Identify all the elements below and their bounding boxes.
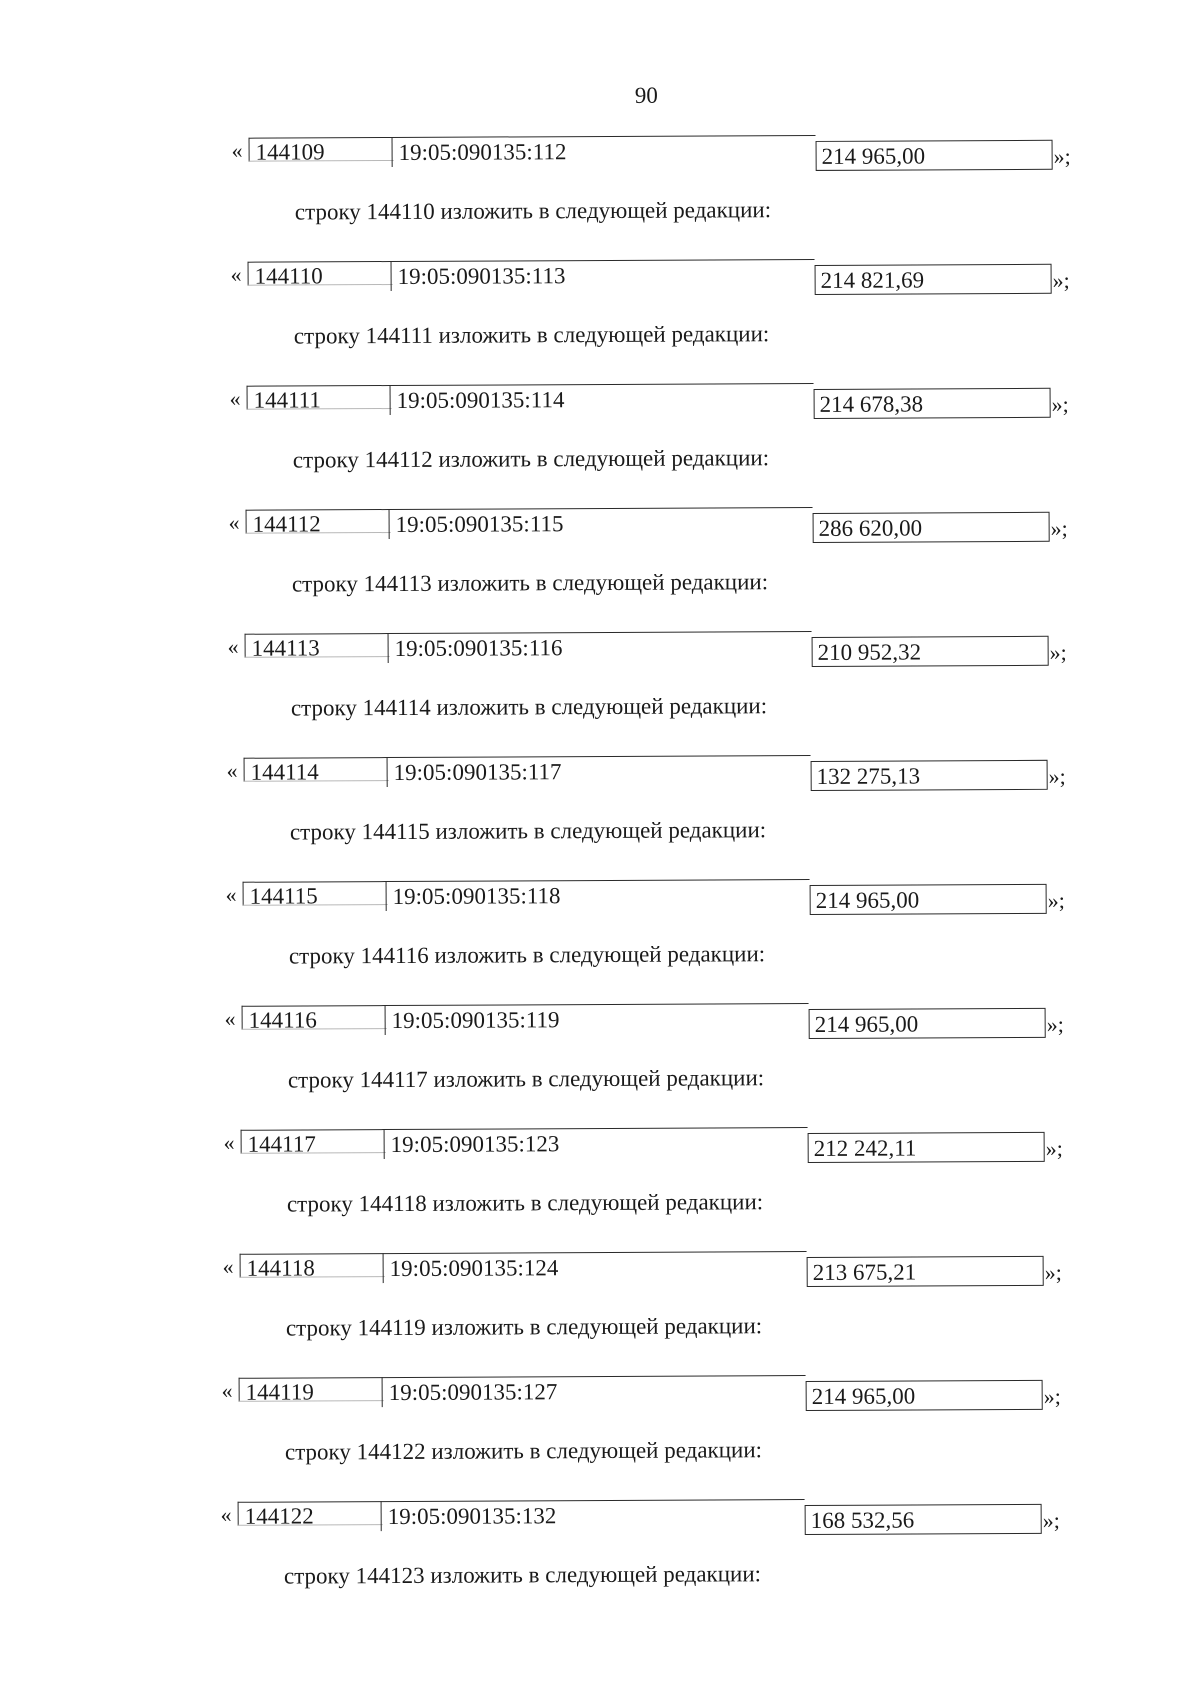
amendment-list xyxy=(0,127,1200,1621)
cadastral-value-cell: 214 965,00 xyxy=(809,1008,1046,1039)
cadastral-value-cell: 214 821,69 xyxy=(815,264,1052,295)
opening-quote: « xyxy=(226,757,238,783)
amendment-instruction: строку 144110 изложить в следующей редакции: xyxy=(294,197,772,225)
amendment-instruction: строку 144118 изложить в следующей редакции: xyxy=(286,1189,764,1217)
row-number-cell: 144112 xyxy=(246,509,389,534)
closing-quote: »; xyxy=(1049,639,1067,665)
amendment-entry xyxy=(0,1491,1186,1621)
closing-quote: »; xyxy=(1053,143,1071,169)
row-number-cell: 144116 xyxy=(242,1005,385,1030)
cadastral-value-cell: 132 275,13 xyxy=(811,760,1048,791)
opening-quote: « xyxy=(223,1129,235,1155)
row-number-cell: 144115 xyxy=(243,881,386,906)
opening-quote: « xyxy=(221,1377,233,1403)
opening-quote: « xyxy=(225,881,237,907)
table-row-frame xyxy=(240,1250,1038,1286)
page-number: 90 xyxy=(634,82,658,108)
table-row-frame xyxy=(244,754,1042,790)
cadastral-number-cell: 19:05:090135:119 xyxy=(385,1003,809,1035)
amendment-instruction: строку 144116 изложить в следующей редакции: xyxy=(288,941,766,969)
closing-quote: »; xyxy=(1051,391,1069,417)
cadastral-number-cell: 19:05:090135:124 xyxy=(383,1251,807,1283)
amendment-instruction: строку 144115 изложить в следующей редакции: xyxy=(289,817,767,845)
table-row xyxy=(0,623,1193,669)
table-row-frame xyxy=(249,134,1047,170)
closing-quote: »; xyxy=(1044,1259,1062,1285)
opening-quote: « xyxy=(231,137,243,163)
row-number-cell: 144114 xyxy=(244,757,387,782)
table-row xyxy=(0,127,1197,173)
amendment-entry xyxy=(0,1367,1187,1497)
cadastral-number-cell: 19:05:090135:115 xyxy=(389,507,813,539)
amendment-instruction: строку 144123 изложить в следующей редакции: xyxy=(283,1561,762,1589)
amendment-instruction: строку 144111 изложить в следующей редакции: xyxy=(293,321,770,349)
table-row xyxy=(0,375,1195,421)
cadastral-number-cell: 19:05:090135:112 xyxy=(392,135,816,167)
cadastral-number-cell: 19:05:090135:118 xyxy=(386,879,810,911)
closing-quote: »; xyxy=(1042,1507,1060,1533)
cadastral-value-cell: 214 965,00 xyxy=(810,884,1047,915)
cadastral-number-cell: 19:05:090135:113 xyxy=(391,259,815,291)
cadastral-number-cell: 19:05:090135:114 xyxy=(390,383,814,415)
table-row xyxy=(0,1491,1186,1537)
opening-quote: « xyxy=(220,1501,232,1527)
cadastral-value-cell: 214 965,00 xyxy=(816,140,1053,171)
table-row xyxy=(0,1243,1188,1289)
amendment-instruction: строку 144113 изложить в следующей редакции: xyxy=(291,569,769,597)
table-row-frame xyxy=(243,878,1041,914)
amendment-entry xyxy=(0,1243,1188,1373)
opening-quote: « xyxy=(227,633,239,659)
closing-quote: »; xyxy=(1052,267,1070,293)
opening-quote: « xyxy=(229,385,241,411)
row-number-cell: 144110 xyxy=(248,261,391,286)
table-row xyxy=(0,995,1190,1041)
closing-quote: »; xyxy=(1050,515,1068,541)
table-row xyxy=(0,251,1196,297)
opening-quote: « xyxy=(224,1005,236,1031)
amendment-entry xyxy=(0,499,1194,629)
amendment-entry xyxy=(0,747,1192,877)
table-row xyxy=(0,1119,1189,1165)
cadastral-value-cell: 210 952,32 xyxy=(812,636,1049,667)
closing-quote: »; xyxy=(1046,1011,1064,1037)
row-number-cell: 144111 xyxy=(247,385,390,410)
cadastral-number-cell: 19:05:090135:132 xyxy=(381,1499,805,1531)
amendment-instruction: строку 144117 изложить в следующей редакции: xyxy=(287,1065,765,1093)
amendment-entry xyxy=(0,623,1193,753)
cadastral-value-cell: 214 678,38 xyxy=(814,388,1051,419)
amendment-instruction: строку 144112 изложить в следующей редакции: xyxy=(292,445,770,473)
amendment-instruction: строку 144119 изложить в следующей редакции: xyxy=(285,1313,763,1341)
table-row-frame xyxy=(242,1002,1040,1038)
cadastral-value-cell: 214 965,00 xyxy=(806,1380,1043,1411)
closing-quote: »; xyxy=(1047,887,1065,913)
table-row-frame xyxy=(241,1126,1039,1162)
row-number-cell: 144117 xyxy=(241,1129,384,1154)
opening-quote: « xyxy=(222,1253,234,1279)
table-row-frame xyxy=(248,258,1046,294)
amendment-entry xyxy=(0,1119,1189,1249)
table-row xyxy=(0,747,1192,793)
cadastral-value-cell: 213 675,21 xyxy=(807,1256,1044,1287)
row-number-cell: 144119 xyxy=(239,1377,382,1402)
opening-quote: « xyxy=(230,261,242,287)
opening-quote: « xyxy=(228,509,240,535)
row-number-cell: 144122 xyxy=(238,1501,381,1526)
table-row xyxy=(0,1367,1187,1413)
cadastral-number-cell: 19:05:090135:116 xyxy=(388,631,812,663)
closing-quote: »; xyxy=(1045,1135,1063,1161)
amendment-entry xyxy=(0,375,1195,505)
amendment-instruction: строку 144122 изложить в следующей редакции: xyxy=(284,1437,763,1465)
row-number-cell: 144109 xyxy=(249,137,392,162)
cadastral-value-cell: 212 242,11 xyxy=(808,1132,1045,1163)
table-row-frame xyxy=(247,382,1045,418)
table-row xyxy=(0,871,1191,917)
table-row xyxy=(0,499,1194,545)
table-row-frame xyxy=(239,1374,1037,1410)
amendment-entry xyxy=(0,995,1190,1125)
table-row-frame xyxy=(245,630,1043,666)
amendment-entry xyxy=(0,251,1196,381)
amendment-instruction: строку 144114 изложить в следующей редакции: xyxy=(290,693,768,721)
amendment-entry xyxy=(0,127,1197,257)
closing-quote: »; xyxy=(1048,763,1066,789)
cadastral-value-cell: 286 620,00 xyxy=(813,512,1050,543)
cadastral-number-cell: 19:05:090135:123 xyxy=(384,1127,808,1159)
table-row-frame xyxy=(238,1498,1036,1534)
cadastral-number-cell: 19:05:090135:117 xyxy=(387,755,811,787)
row-number-cell: 144118 xyxy=(240,1253,383,1278)
cadastral-value-cell: 168 532,56 xyxy=(805,1504,1042,1535)
table-row-frame xyxy=(246,506,1044,542)
row-number-cell: 144113 xyxy=(245,633,388,658)
amendment-entry xyxy=(0,871,1191,1001)
closing-quote: »; xyxy=(1043,1383,1061,1409)
cadastral-number-cell: 19:05:090135:127 xyxy=(382,1375,806,1407)
